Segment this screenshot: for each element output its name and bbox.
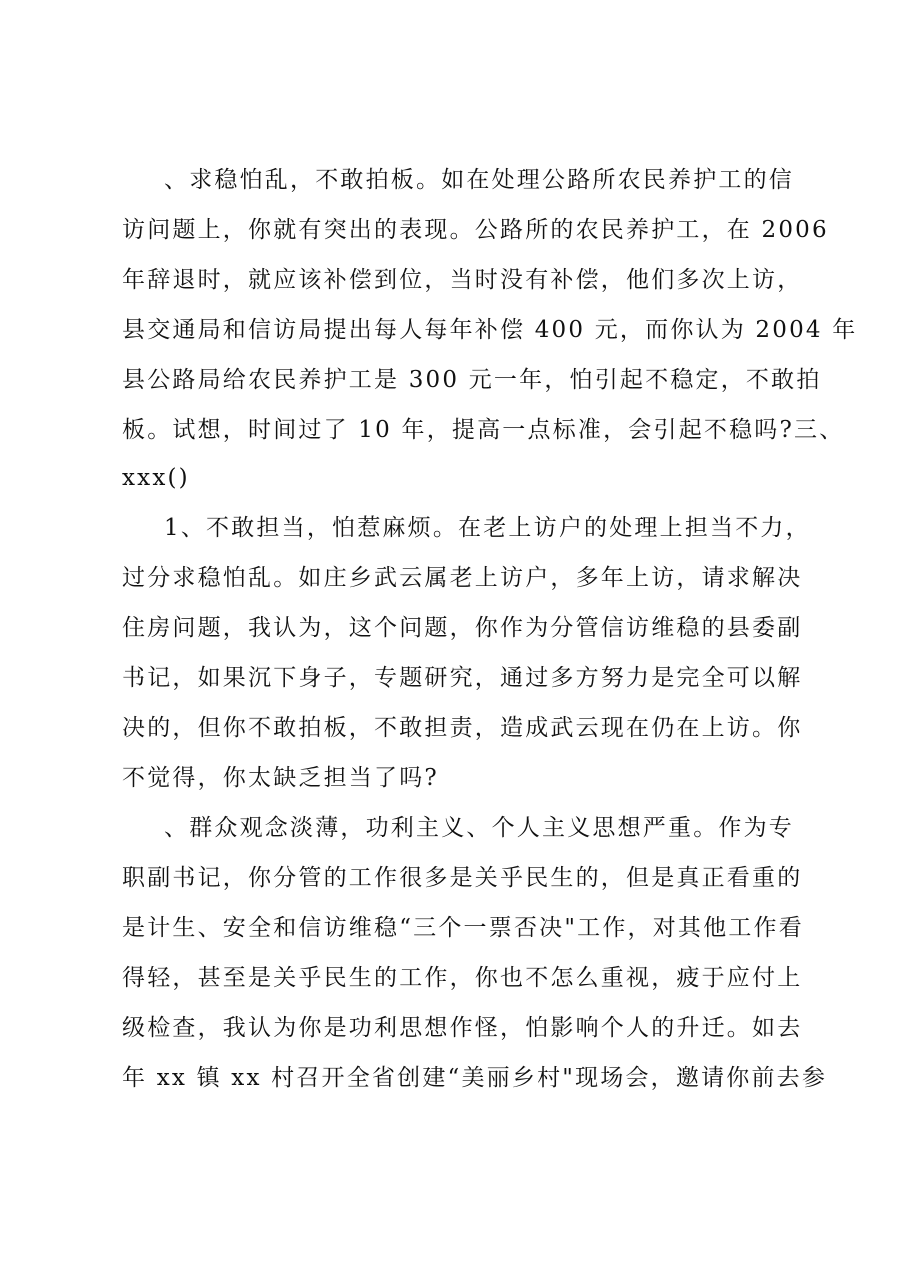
text-line: xxx() [122, 465, 190, 491]
text-line: 过分求稳怕乱。如庄乡武云属老上访户，多年上访，请求解决 [122, 565, 803, 591]
text-line: 、求稳怕乱，不敢拍板。如在处理公路所农民养护工的信 [164, 167, 794, 193]
text-line: 是计生、安全和信访维稳“三个一票否决"工作，对其他工作看 [122, 915, 804, 941]
text-line: 级检查，我认为你是功利思想作怪，怕影响个人的升迁。如去 [122, 1015, 803, 1041]
text-line: 住房问题，我认为，这个问题，你作为分管信访维稳的县委副 [122, 615, 803, 641]
text-line: 得轻，甚至是关乎民生的工作，你也不怎么重视，疲于应付上 [122, 965, 803, 991]
text-line: 1、不敢担当，怕惹麻烦。在老上访户的处理上担当不力， [164, 515, 811, 541]
text-line: 书记，如果沉下身子，专题研究，通过多方努力是完全可以解 [122, 665, 803, 691]
text-line: 、群众观念淡薄，功利主义、个人主义思想严重。作为专 [164, 815, 794, 841]
text-line: 板。试想，时间过了 10 年，提高一点标准，会引起不稳吗?三、 [122, 417, 845, 443]
text-line: 县交通局和信访局提出每人每年补偿 400 元，而你认为 2004 年 [122, 317, 858, 343]
text-line: 不觉得，你太缺乏担当了吗? [122, 765, 439, 791]
text-line: 年辞退时，就应该补偿到位，当时没有补偿，他们多次上访， [122, 267, 803, 293]
text-line: 职副书记，你分管的工作很多是关乎民生的，但是真正看重的 [122, 865, 803, 891]
text-line: 县公路局给农民养护工是 300 元一年，怕引起不稳定，不敢拍 [122, 367, 822, 393]
text-line: 访问题上，你就有突出的表现。公路所的农民养护工，在 2006 [122, 217, 829, 243]
text-line: 年 xx 镇 xx 村召开全省创建“美丽乡村"现场会，邀请你前去参 [122, 1065, 828, 1091]
text-line: 决的，但你不敢拍板，不敢担责，造成武云现在仍在上访。你 [122, 715, 803, 741]
